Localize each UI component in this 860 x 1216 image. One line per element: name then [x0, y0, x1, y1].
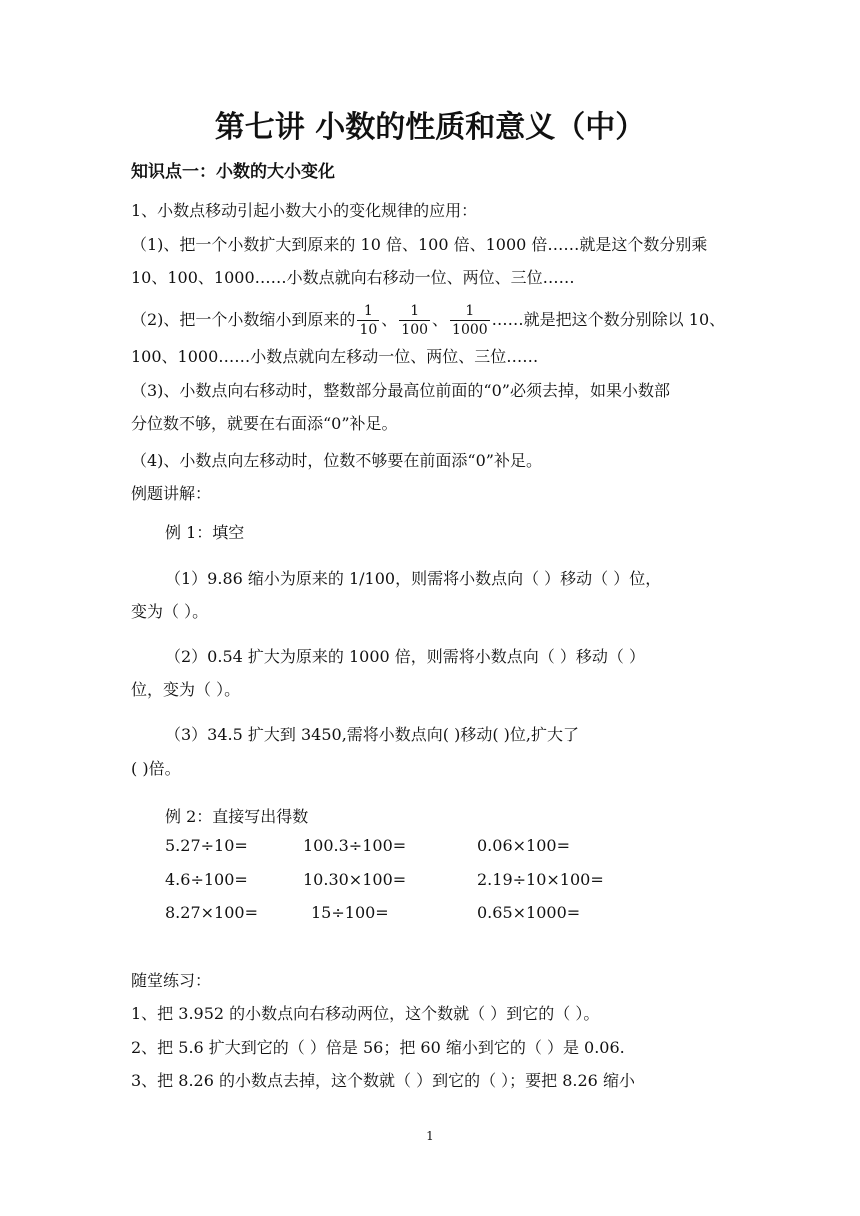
separator: 、 — [432, 310, 449, 329]
calc-item: 8.27×100= — [165, 903, 258, 922]
example-1-q1-line-2: 变为（ ）。 — [131, 602, 209, 621]
example-2-title: 例 2：直接写出得数 — [165, 807, 309, 826]
calc-item: 4.6÷100= — [165, 870, 248, 889]
rule-4: （4)、小数点向左移动时，位数不够要在前面添“0”补足。 — [131, 451, 542, 470]
page-title: 第七讲 小数的性质和意义（中） — [214, 110, 646, 145]
rule-2-suffix: ……就是把这个数分别除以 10、 — [491, 310, 726, 329]
practice-q1: 1、把 3.952 的小数点向右移动两位，这个数就（ ）到它的（ ）。 — [131, 1004, 600, 1023]
fraction-thousandth — [450, 302, 490, 339]
rule-2-prefix: （2)、把一个小数缩小到原来的 — [131, 310, 356, 329]
practice-heading: 随堂练习： — [131, 971, 212, 990]
page-number: 1 — [426, 1129, 434, 1143]
fraction-denominator: 10 — [359, 322, 378, 338]
fraction-numerator: 1 — [363, 303, 373, 319]
example-1-q3-line-2: ( )倍。 — [131, 759, 181, 778]
rule-2-line-1 — [131, 300, 725, 340]
rule-title: 1、小数点移动引起小数大小的变化规律的应用： — [131, 201, 478, 220]
practice-q3: 3、把 8.26 的小数点去掉，这个数就（ ）到它的（ ）；要把 8.26 缩小 — [131, 1071, 635, 1090]
section-heading: 知识点一：小数的大小变化 — [131, 162, 335, 182]
rule-3-line-1: （3)、小数点向右移动时，整数部分最高位前面的“0”必须去掉，如果小数部 — [131, 381, 670, 400]
fraction-denominator: 100 — [401, 322, 429, 338]
practice-q2: 2、把 5.6 扩大到它的（ ）倍是 56；把 60 缩小到它的（ ）是 0.06. — [131, 1038, 625, 1057]
calc-item: 0.65×1000= — [477, 903, 581, 922]
calc-item: 10.30×100= — [303, 870, 407, 889]
fraction-hundredth — [399, 302, 430, 339]
example-1-q1-line-1: （1）9.86 缩小为原来的 1/100，则需将小数点向（ ）移动（ ）位， — [165, 569, 662, 588]
rule-2-line-2: 100、1000……小数点就向左移动一位、两位、三位…… — [131, 347, 539, 366]
rule-1-line-2: 10、100、1000……小数点就向右移动一位、两位、三位…… — [131, 268, 575, 287]
fraction-numerator: 1 — [410, 303, 420, 319]
examples-heading: 例题讲解： — [131, 484, 212, 503]
separator: 、 — [381, 310, 398, 329]
example-1-title: 例 1：填空 — [165, 523, 245, 542]
calc-item: 2.19÷10×100= — [477, 870, 604, 889]
fraction-numerator: 1 — [465, 303, 475, 319]
calc-item: 15÷100= — [311, 903, 389, 922]
rule-3-line-2: 分位数不够，就要在右面添“0”补足。 — [131, 414, 398, 433]
example-1-q2-line-2: 位，变为（ ）。 — [131, 680, 241, 699]
calc-item: 5.27÷10= — [165, 836, 248, 855]
calc-item: 100.3÷100= — [303, 836, 407, 855]
example-1-q2-line-1: （2）0.54 扩大为原来的 1000 倍，则需将小数点向（ ）移动（ ） — [165, 647, 645, 666]
calc-item: 0.06×100= — [477, 836, 570, 855]
fraction-tenth — [357, 302, 379, 339]
rule-1-line-1: （1)、把一个小数扩大到原来的 10 倍、100 倍、1000 倍……就是这个数分别乘 — [131, 235, 708, 254]
fraction-denominator: 1000 — [452, 322, 488, 338]
example-1-q3-line-1: （3）34.5 扩大到 3450,需将小数点向( )移动( )位,扩大了 — [165, 725, 580, 744]
